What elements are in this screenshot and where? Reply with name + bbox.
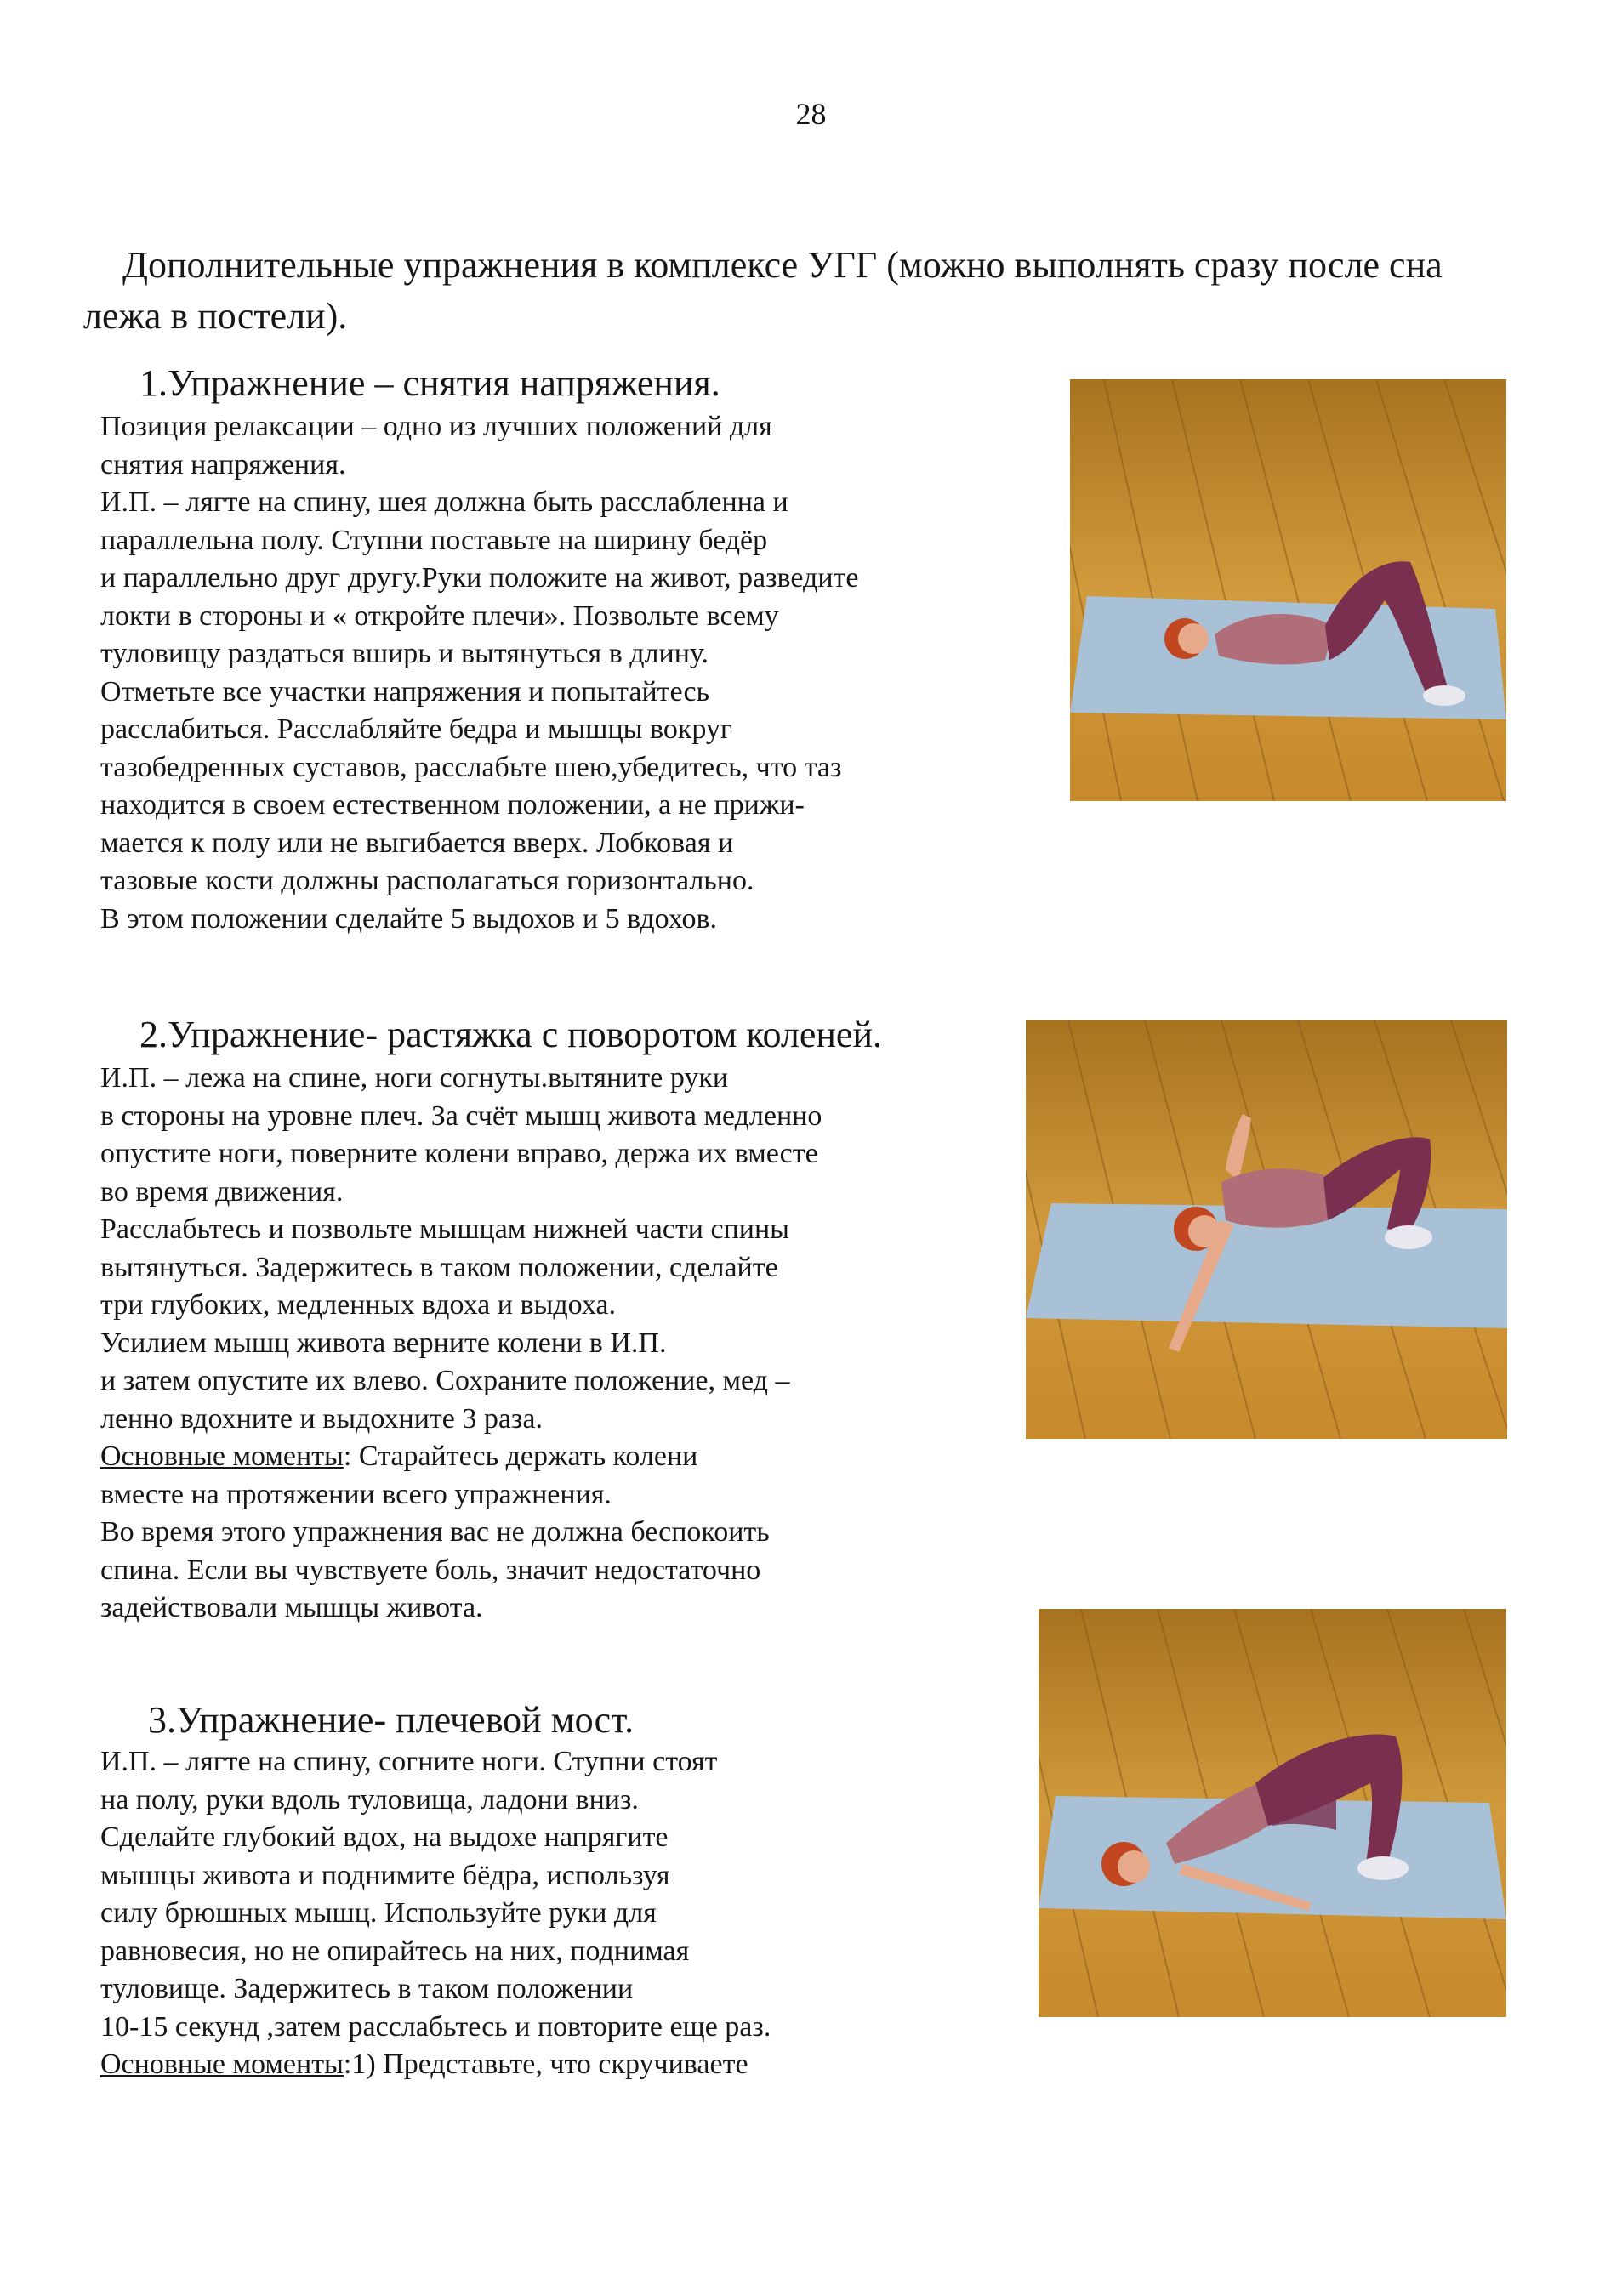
text-line: Позиция релаксации – одно из лучших положений для — [100, 411, 772, 442]
exercise-3-title: 3.Упражнение- плечевой мост. — [148, 1699, 635, 1741]
text-line: И.П. – лежа на спине, ноги согнуты.вытяните руки — [100, 1062, 729, 1094]
text-line: туловище. Задержитесь в таком положении — [100, 1973, 634, 2004]
text-line: Сделайте глубокий вдох, на выдохе напрягите — [100, 1821, 669, 1853]
text-line: туловищу раздаться вширь и вытянуться в длину. — [100, 638, 709, 669]
text-line: спина. Если вы чувствуете боль, значит недостаточно — [100, 1554, 761, 1586]
intro-line-2: лежа в постели). — [83, 295, 348, 337]
text-line: мышцы живота и поднимите бёдра, используя — [100, 1859, 670, 1891]
exercise-2-text — [100, 1060, 822, 1628]
exercise-1-photo — [1070, 379, 1506, 801]
text-line: локти в стороны и « откройте плечи». Позвольте всему — [100, 600, 779, 632]
text-line: вытянуться. Задержитесь в таком положении, сделайте — [100, 1251, 778, 1283]
key-points-text: : Старайтесь держать колени — [343, 1441, 698, 1472]
exercise-1-title: 1.Упражнение – снятия напряжения. — [139, 362, 720, 404]
text-line: Усилием мышц живота верните колени в И.П. — [100, 1327, 667, 1359]
text-line: тазовые кости должны располагаться горизонтально. — [100, 865, 754, 896]
page-number: 28 — [795, 97, 827, 131]
text-line: и затем опустите их влево. Сохраните положение, мед – — [100, 1365, 790, 1396]
text-line: три глубоких, медленных вдоха и выдоха. — [100, 1289, 616, 1321]
text-line: находится в своем естественном положении, а не прижи- — [100, 789, 805, 821]
text-line: Во время этого упражнения вас не должна беспокоить — [100, 1516, 770, 1548]
text-line: и параллельно друг другу.Руки положите на живот, разведите — [100, 562, 859, 594]
text-line: 10-15 секунд ,затем расслабьтесь и повторите еще раз. — [100, 2010, 771, 2043]
intro-line-1: Дополнительные упражнения в комплексе УГГ (можно выполнять сразу после сна — [122, 244, 1443, 286]
text-line: равновесия, но не опирайтесь на них, поднимая — [100, 1935, 690, 1967]
text-line: ленно вдохните и выдохните 3 раза. — [100, 1402, 543, 1435]
exercise-2-title: 2.Упражнение- растяжка с поворотом коленей. — [139, 1014, 882, 1055]
text-line: в стороны на уровне плеч. За счёт мышц живота медленно — [100, 1100, 822, 1132]
text-line: И.П. – лягте на спину, шея должна быть расслабленна и — [100, 486, 788, 518]
text-line: задействовали мышцы живота. — [100, 1592, 483, 1623]
text-line: во время движения. — [100, 1175, 344, 1208]
key-points-label: Основные моменты — [100, 1441, 344, 1472]
exercise-3-photo — [1039, 1609, 1506, 2017]
text-line: снятия напряжения. — [100, 448, 346, 480]
text-line: В этом положении сделайте 5 выдохов и 5 вдохов. — [100, 902, 718, 935]
key-points-line — [100, 2046, 771, 2084]
text-line: И.П. – лягте на спину, согните ноги. Ступни стоят — [100, 1746, 718, 1777]
text-line: вместе на протяжении всего упражнения. — [100, 1478, 612, 1510]
exercise-2-photo — [1026, 1020, 1507, 1439]
text-line: мается к полу или не выгибается вверх. Лобковая и — [100, 827, 734, 859]
text-line: силу брюшных мышц. Используйте руки для — [100, 1897, 657, 1929]
exercise-3-text — [100, 1743, 771, 2084]
text-line: параллельна полу. Ступни поставьте на ширину бедёр — [100, 524, 768, 556]
key-points-text: :1) Представьте, что скручиваете — [343, 2049, 748, 2080]
text-line: на полу, руки вдоль туловища, ладони вниз. — [100, 1783, 639, 1816]
intro-paragraph — [83, 240, 1529, 342]
key-points-line — [100, 1438, 822, 1476]
text-line: опустите ноги, поверните колени вправо, держа их вместе — [100, 1138, 818, 1169]
exercise-1-text — [100, 408, 859, 938]
text-line: Отметьте все участки напряжения и попытайтесь — [100, 675, 710, 708]
text-line: расслабиться. Расслабляйте бедра и мышцы вокруг — [100, 713, 732, 745]
key-points-label: Основные моменты — [100, 2049, 344, 2080]
text-line: Расслабьтесь и позвольте мышцам нижней части спины — [100, 1213, 790, 1245]
text-line: тазобедренных суставов, расслабьте шею,убедитесь, что таз — [100, 751, 842, 783]
